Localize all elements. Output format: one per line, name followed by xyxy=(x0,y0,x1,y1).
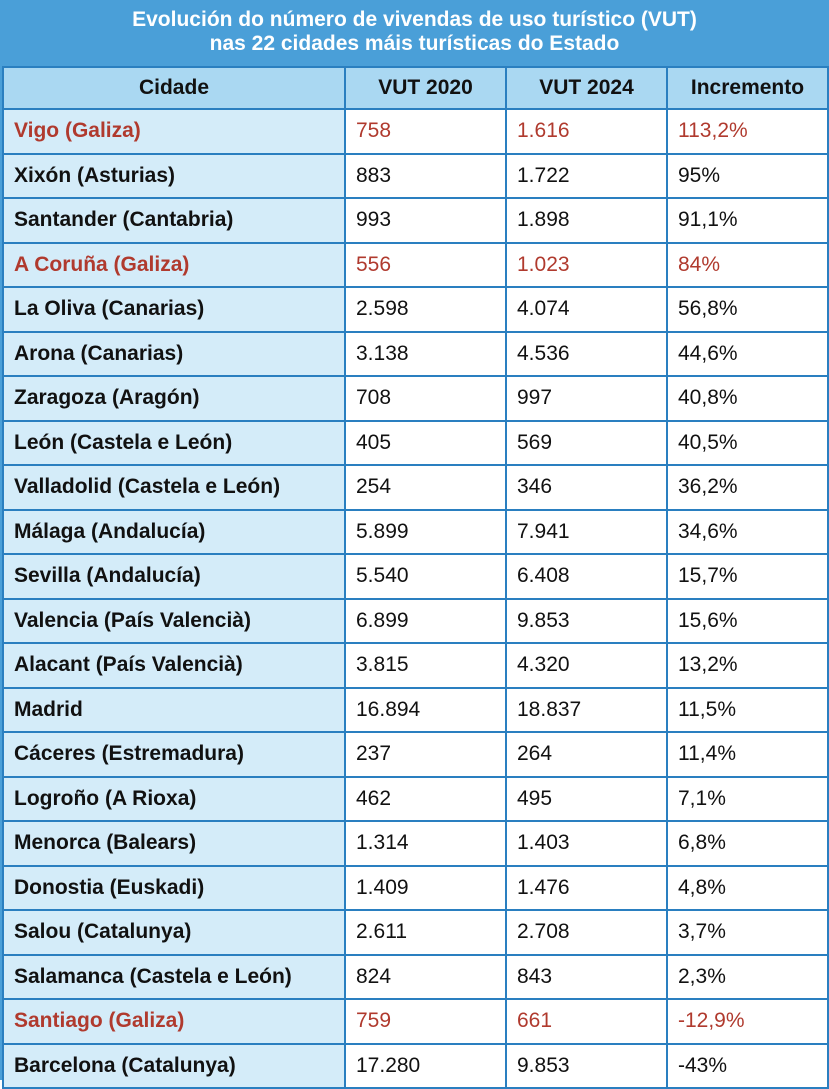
table-row xyxy=(3,154,828,199)
header-vut-2020: VUT 2020 xyxy=(345,67,506,109)
cell-city: Zaragoza (Aragón) xyxy=(3,376,345,421)
table-row xyxy=(3,821,828,866)
table-row xyxy=(3,910,828,955)
cell-incremento: 11,5% xyxy=(667,688,828,733)
cell-vut-2020: 993 xyxy=(345,198,506,243)
cell-city: León (Castela e León) xyxy=(3,421,345,466)
cell-incremento: 13,2% xyxy=(667,643,828,688)
table-row xyxy=(3,777,828,822)
cell-vut-2020: 254 xyxy=(345,465,506,510)
cell-vut-2020: 405 xyxy=(345,421,506,466)
cell-vut-2020: 5.899 xyxy=(345,510,506,555)
cell-city: Málaga (Andalucía) xyxy=(3,510,345,555)
cell-vut-2024: 843 xyxy=(506,955,667,1000)
header-cidade: Cidade xyxy=(3,67,345,109)
cell-vut-2024: 264 xyxy=(506,732,667,777)
table-row xyxy=(3,1044,828,1089)
cell-city: Vigo (Galiza) xyxy=(3,109,345,154)
cell-incremento: 11,4% xyxy=(667,732,828,777)
cell-vut-2024: 661 xyxy=(506,999,667,1044)
cell-city: Menorca (Balears) xyxy=(3,821,345,866)
cell-city: Valencia (País Valencià) xyxy=(3,599,345,644)
cell-vut-2024: 346 xyxy=(506,465,667,510)
table-body xyxy=(3,109,828,1088)
table-row xyxy=(3,198,828,243)
cell-vut-2020: 1.409 xyxy=(345,866,506,911)
cell-incremento: -12,9% xyxy=(667,999,828,1044)
cell-vut-2020: 2.611 xyxy=(345,910,506,955)
cell-incremento: 40,5% xyxy=(667,421,828,466)
cell-incremento: 4,8% xyxy=(667,866,828,911)
cell-vut-2024: 4.074 xyxy=(506,287,667,332)
cell-vut-2024: 2.708 xyxy=(506,910,667,955)
table-row xyxy=(3,465,828,510)
cell-city: Sevilla (Andalucía) xyxy=(3,554,345,599)
cell-incremento: 34,6% xyxy=(667,510,828,555)
title-line-1: Evolución do número de vivendas de uso turístico (VUT) xyxy=(132,8,697,31)
cell-vut-2020: 824 xyxy=(345,955,506,1000)
table-row xyxy=(3,243,828,288)
cell-vut-2020: 462 xyxy=(345,777,506,822)
cell-incremento: 91,1% xyxy=(667,198,828,243)
header-vut-2024: VUT 2024 xyxy=(506,67,667,109)
cell-city: Santiago (Galiza) xyxy=(3,999,345,1044)
title-line-2: nas 22 cidades máis turísticas do Estado xyxy=(209,32,620,55)
cell-city: Xixón (Asturias) xyxy=(3,154,345,199)
table-row xyxy=(3,866,828,911)
cell-incremento: 84% xyxy=(667,243,828,288)
cell-vut-2020: 758 xyxy=(345,109,506,154)
cell-vut-2024: 4.536 xyxy=(506,332,667,377)
cell-vut-2020: 708 xyxy=(345,376,506,421)
cell-vut-2024: 1.403 xyxy=(506,821,667,866)
cell-vut-2020: 17.280 xyxy=(345,1044,506,1089)
table-row xyxy=(3,688,828,733)
cell-vut-2020: 16.894 xyxy=(345,688,506,733)
cell-vut-2020: 6.899 xyxy=(345,599,506,644)
cell-incremento: 40,8% xyxy=(667,376,828,421)
cell-vut-2020: 3.815 xyxy=(345,643,506,688)
cell-city: Arona (Canarias) xyxy=(3,332,345,377)
cell-vut-2024: 4.320 xyxy=(506,643,667,688)
header-incremento: Incremento xyxy=(667,67,828,109)
cell-vut-2020: 237 xyxy=(345,732,506,777)
cell-vut-2024: 7.941 xyxy=(506,510,667,555)
cell-vut-2020: 3.138 xyxy=(345,332,506,377)
cell-city: Salamanca (Castela e León) xyxy=(3,955,345,1000)
cell-vut-2020: 5.540 xyxy=(345,554,506,599)
table-row xyxy=(3,109,828,154)
table-row xyxy=(3,332,828,377)
cell-vut-2024: 569 xyxy=(506,421,667,466)
cell-incremento: 2,3% xyxy=(667,955,828,1000)
page-title xyxy=(0,0,829,64)
cell-city: La Oliva (Canarias) xyxy=(3,287,345,332)
cell-vut-2024: 1.722 xyxy=(506,154,667,199)
cell-vut-2020: 883 xyxy=(345,154,506,199)
cell-incremento: 15,6% xyxy=(667,599,828,644)
cell-incremento: 44,6% xyxy=(667,332,828,377)
cell-city: Alacant (País Valencià) xyxy=(3,643,345,688)
cell-vut-2020: 556 xyxy=(345,243,506,288)
table-row xyxy=(3,599,828,644)
cell-incremento: 7,1% xyxy=(667,777,828,822)
cell-incremento: -43% xyxy=(667,1044,828,1089)
cell-vut-2024: 1.476 xyxy=(506,866,667,911)
cell-vut-2024: 1.898 xyxy=(506,198,667,243)
cell-city: Valladolid (Castela e León) xyxy=(3,465,345,510)
cell-city: Donostia (Euskadi) xyxy=(3,866,345,911)
cell-vut-2024: 9.853 xyxy=(506,1044,667,1089)
cell-city: Santander (Cantabria) xyxy=(3,198,345,243)
cell-vut-2024: 1.616 xyxy=(506,109,667,154)
cell-vut-2024: 18.837 xyxy=(506,688,667,733)
cell-vut-2024: 9.853 xyxy=(506,599,667,644)
table-row xyxy=(3,732,828,777)
cell-vut-2024: 6.408 xyxy=(506,554,667,599)
vut-table xyxy=(2,66,829,1089)
table-row xyxy=(3,287,828,332)
cell-vut-2024: 495 xyxy=(506,777,667,822)
cell-vut-2024: 997 xyxy=(506,376,667,421)
cell-vut-2024: 1.023 xyxy=(506,243,667,288)
cell-incremento: 15,7% xyxy=(667,554,828,599)
cell-city: Madrid xyxy=(3,688,345,733)
table-header-row xyxy=(3,67,828,109)
table-row xyxy=(3,999,828,1044)
cell-city: Logroño (A Rioxa) xyxy=(3,777,345,822)
cell-city: Salou (Catalunya) xyxy=(3,910,345,955)
table-row xyxy=(3,376,828,421)
cell-incremento: 95% xyxy=(667,154,828,199)
cell-incremento: 3,7% xyxy=(667,910,828,955)
cell-incremento: 56,8% xyxy=(667,287,828,332)
cell-city: Barcelona (Catalunya) xyxy=(3,1044,345,1089)
table-row xyxy=(3,554,828,599)
cell-incremento: 6,8% xyxy=(667,821,828,866)
cell-vut-2020: 2.598 xyxy=(345,287,506,332)
cell-incremento: 113,2% xyxy=(667,109,828,154)
cell-vut-2020: 759 xyxy=(345,999,506,1044)
cell-incremento: 36,2% xyxy=(667,465,828,510)
table-row xyxy=(3,643,828,688)
cell-vut-2020: 1.314 xyxy=(345,821,506,866)
table-row xyxy=(3,510,828,555)
table-row xyxy=(3,421,828,466)
cell-city: A Coruña (Galiza) xyxy=(3,243,345,288)
table-row xyxy=(3,955,828,1000)
cell-city: Cáceres (Estremadura) xyxy=(3,732,345,777)
